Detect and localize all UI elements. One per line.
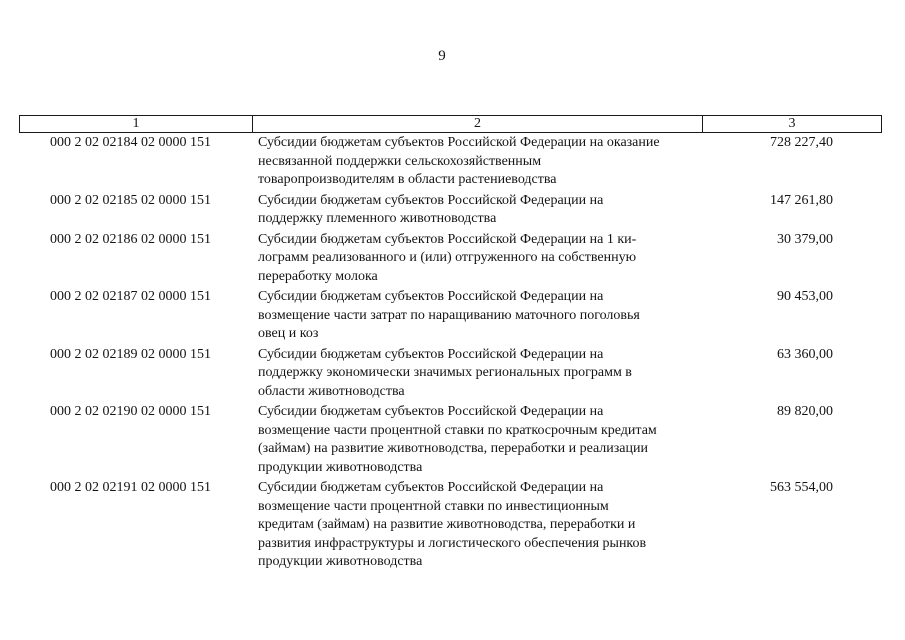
row-description: Субсидии бюджетам субъектов Российской Федерации на поддержку племенного животноводства (258, 192, 604, 226)
table-body (0, 134, 905, 574)
row-description: Субсидии бюджетам субъектов Российской Федерации на возмещение части процентной ставки по краткосрочным кредитам (займам) на развитие животноводства, переработки и реализации продукции животноводства (258, 404, 657, 475)
table-row (0, 288, 905, 344)
row-amount: 90 453,00 (777, 289, 833, 304)
row-description: Субсидии бюджетам субъектов Российской Федерации на поддержку экономически значимых региональных программ в области животноводства (258, 346, 632, 399)
row-amount: 89 820,00 (777, 404, 833, 419)
budget-code: 000 2 02 02184 02 0000 151 (50, 135, 211, 150)
budget-code: 000 2 02 02190 02 0000 151 (50, 404, 211, 419)
column-header-1: 1 (20, 116, 253, 132)
budget-code: 000 2 02 02187 02 0000 151 (50, 289, 211, 304)
page-number: 9 (438, 48, 446, 64)
row-amount: 30 379,00 (777, 231, 833, 247)
row-description: Субсидии бюджетам субъектов Российской Федерации на оказание несвязанной поддержки сельскохозяйственным товаропроизводителям в области растениеводства (258, 135, 660, 187)
column-header-3: 3 (788, 116, 796, 131)
row-amount: 147 261,80 (770, 192, 833, 208)
table-row (0, 231, 905, 287)
table-header (19, 115, 882, 133)
table-row (0, 134, 905, 190)
budget-code: 000 2 02 02186 02 0000 151 (50, 231, 211, 247)
row-description: Субсидии бюджетам субъектов Российской Федерации на возмещение части процентной ставки по инвестиционным кредитам (займам) на развитие животноводства, переработки и развития инфраструктуры и логистического обеспечения рынков продукции животноводства (258, 480, 647, 569)
table-row (0, 403, 905, 477)
row-amount: 728 227,40 (770, 135, 833, 150)
table-row (0, 346, 905, 402)
table-row (0, 479, 905, 572)
budget-code: 000 2 02 02185 02 0000 151 (50, 192, 211, 208)
row-description: Субсидии бюджетам субъектов Российской Федерации на 1 ки- лограмм реализованного и (или) отгруженного на собственную переработку молока (258, 231, 637, 284)
row-description: Субсидии бюджетам субъектов Российской Федерации на возмещение части затрат по наращиванию маточного поголовья овец и коз (258, 289, 640, 341)
budget-code: 000 2 02 02191 02 0000 151 (50, 480, 211, 495)
row-amount: 63 360,00 (777, 346, 833, 362)
table-row (0, 192, 905, 229)
row-amount: 563 554,00 (770, 480, 833, 495)
column-header-2: 2 (253, 116, 703, 132)
budget-code: 000 2 02 02189 02 0000 151 (50, 346, 211, 362)
